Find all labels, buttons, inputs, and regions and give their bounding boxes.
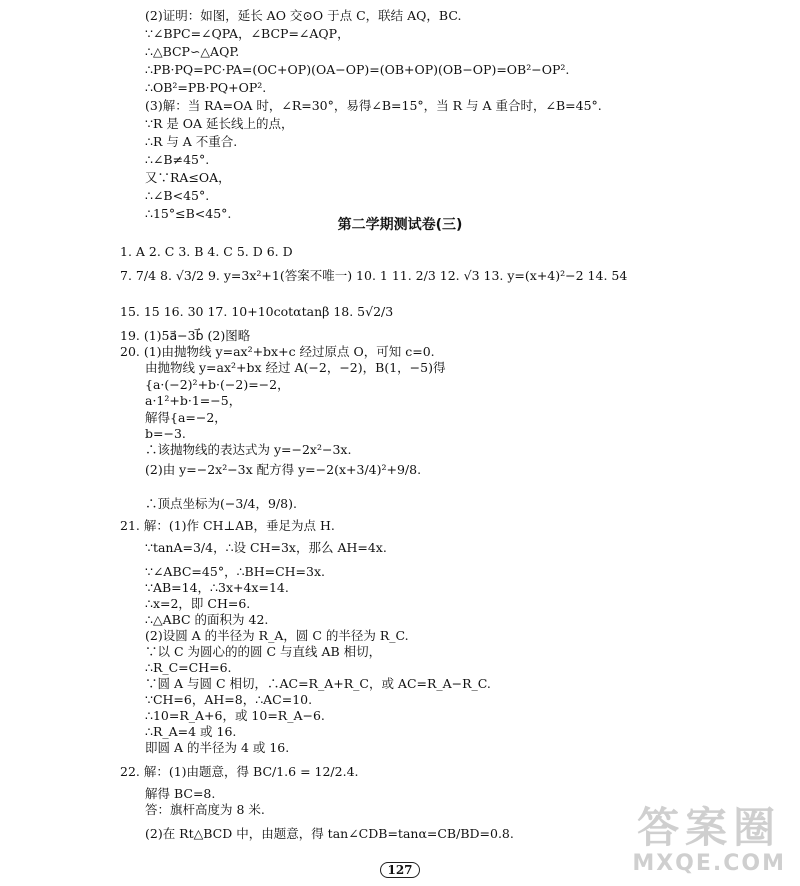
text-line: ∴R 与 A 不重合.: [145, 134, 238, 149]
section-title: 第二学期测试卷(三): [337, 217, 463, 233]
text-line: 15. 15 16. 30 17. 10+10cotαtanβ 18. 5√2/3: [120, 304, 394, 319]
text-line: ∴∠B<45°.: [145, 188, 210, 203]
text-line: (2)由 y=−2x²−3x 配方得 y=−2(x+3/4)²+9/8.: [145, 462, 422, 477]
text-line: (2)设圆 A 的半径为 R_A，圆 C 的半径为 R_C.: [145, 628, 409, 643]
text-line: 又∵RA≤OA，: [145, 170, 231, 185]
text-line: 解得{a=−2，: [145, 410, 227, 425]
text-line: ∵以 C 为圆心的的圆 C 与直线 AB 相切，: [145, 644, 382, 659]
watermark-logo: [632, 805, 786, 876]
text-line: ∴R_C=CH=6.: [145, 660, 232, 675]
text-line: 由抛物线 y=ax²+bx 经过 A(−2，−2)，B(1，−5)得: [145, 360, 446, 375]
text-line: ∵AB=14，∴3x+4x=14.: [145, 580, 289, 595]
text-line: (3)解：当 RA=OA 时，∠R=30°，易得∠B=15°，当 R 与 A 重合时，∠B=45°.: [145, 98, 602, 113]
text-line: 7. 7/4 8. √3/2 9. y=3x²+1(答案不唯一) 10. 1 11. 2/3 12. √3 13. y=(x+4)²−2 14. 54: [120, 268, 628, 283]
text-line: ∵∠BPC=∠QPA，∠BCP=∠AQP，: [145, 26, 350, 41]
text-line: ∵tanA=3/4，∴设 CH=3x，那么 AH=4x.: [145, 540, 387, 555]
text-line: 20. (1)由抛物线 y=ax²+bx+c 经过原点 O，可知 c=0.: [120, 344, 435, 359]
text-line: b=−3.: [145, 426, 186, 441]
watermark-top: 答案圈: [637, 803, 782, 852]
text-line: ∴顶点坐标为(−3/4，9/8).: [145, 496, 297, 511]
text-line: a·1²+b·1=−5，: [145, 393, 242, 408]
text-line: ∴PB·PQ=PC·PA=(OC+OP)(OA−OP)=(OB+OP)(OB−OP)=OB²−OP².: [145, 62, 570, 77]
text-line: (2)证明：如图，延长 AO 交⊙O 于点 C，联结 AQ，BC.: [145, 8, 462, 23]
text-line: {a·(−2)²+b·(−2)=−2，: [145, 377, 290, 392]
watermark-bottom: MXQE.COM: [632, 851, 786, 876]
text-line: 解得 BC=8.: [145, 786, 216, 801]
text-line: (2)在 Rt△BCD 中，由题意，得 tan∠CDB=tanα=CB/BD=0.8.: [145, 826, 514, 841]
text-line: ∴10=R_A+6，或 10=R_A−6.: [145, 708, 325, 723]
text-line: ∴∠B≠45°.: [145, 152, 210, 167]
text-line: ∴x=2，即 CH=6.: [145, 596, 251, 611]
text-line: ∴15°≤B<45°.: [145, 206, 232, 221]
text-line: ∴R_A=4 或 16.: [145, 724, 237, 739]
text-line: ∵圆 A 与圆 C 相切，∴AC=R_A+R_C，或 AC=R_A−R_C.: [145, 676, 491, 691]
text-line: ∴OB²=PB·PQ+OP².: [145, 80, 267, 95]
text-line: 即圆 A 的半径为 4 或 16.: [145, 740, 290, 755]
text-line: ∴△BCP∽△AQP.: [145, 44, 240, 59]
text-line: ∴该抛物线的表达式为 y=−2x²−3x.: [145, 442, 352, 457]
text-line: ∴△ABC 的面积为 42.: [145, 612, 269, 627]
text-line: ∵∠ABC=45°，∴BH=CH=3x.: [145, 564, 325, 579]
text-line: 答：旗杆高度为 8 米.: [145, 802, 265, 817]
text-line: ∵R 是 OA 延长线上的点，: [145, 116, 294, 131]
text-line: 1. A 2. C 3. B 4. C 5. D 6. D: [120, 244, 293, 259]
text-line: 21. 解：(1)作 CH⊥AB，垂足为点 H.: [120, 518, 335, 533]
text-line: 19. (1)5a⃗−3b⃗ (2)图略: [120, 328, 251, 343]
text-line: ∵CH=6，AH=8，∴AC=10.: [145, 692, 313, 707]
text-line: 22. 解：(1)由题意，得 BC/1.6 = 12/2.4.: [120, 764, 359, 779]
page-number: 127: [380, 862, 419, 878]
